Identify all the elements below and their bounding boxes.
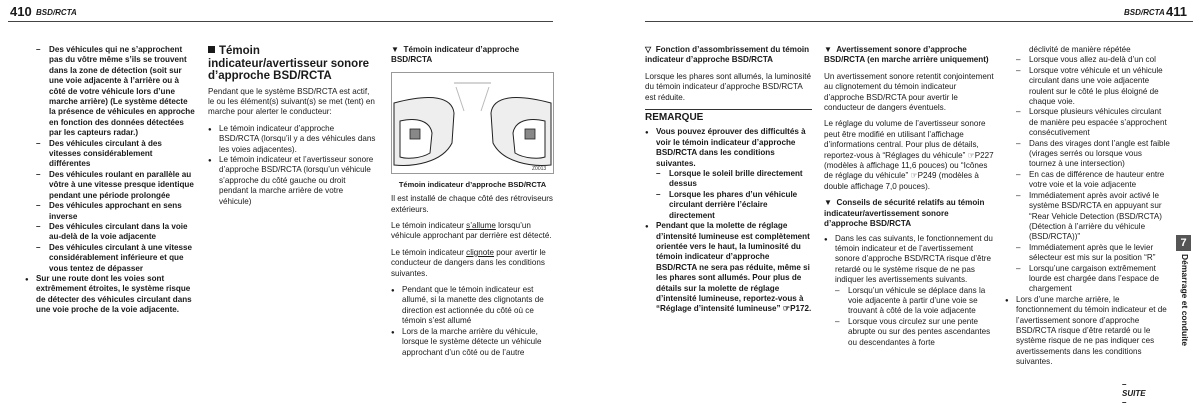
figure-caption: Témoin indicateur d’approche BSD/RCTA <box>398 179 547 189</box>
page-number-right: 411 <box>1166 4 1187 19</box>
more-delay-conditions-list <box>1005 55 1170 294</box>
list-item: – Immédiatement après avoir activé le système BSD/RCTA en appuyant sur “Rear Vehicle Detection (BSD/RCTA) (Détection à l’arrière du véhicule (BSD/RCTA))” <box>1016 191 1170 243</box>
paragraph: Le témoin indicateur s’allume lorsqu’un véhicule approchant par derrière est détecté. <box>391 221 552 241</box>
delay-conditions-bullets <box>824 234 994 348</box>
left-col-3 <box>391 45 554 358</box>
list-item: – Lorsque vous allez au-delà d’un col <box>1016 55 1170 65</box>
subsection-heading: ▼ Avertissement sonore d’approche BSD/RCTA (en marche arrière uniquement) <box>824 45 989 65</box>
header-rule-right <box>645 21 1193 22</box>
subsection-heading: ▼ Témoin indicateur d’approche BSD/RCTA <box>391 45 520 65</box>
list-item: ● Lors de la marche arrière du véhicule, lorsque le système détecte un véhicule approchant d’un côté ou de l’autre <box>391 327 554 358</box>
continued-text: déclivité de manière répétée <box>1029 45 1131 54</box>
blink-conditions-list <box>391 285 554 358</box>
list-item: – Dans des virages dont l’angle est faible (virages serrés ou lorsque vous tournez à une intersection) <box>1016 139 1170 170</box>
figure-code: Z0013 <box>532 165 547 172</box>
list-item: – Lorsque votre véhicule et un véhicule circulant dans une voie adjacente roulent sur le côté le plus éloigné de chaque voie. <box>1016 66 1170 108</box>
right-col-1 <box>645 45 812 315</box>
page-header-right: BSD/RCTA <box>1124 8 1165 17</box>
list-item: – Des véhicules qui ne s’approchent pas du vôtre même s’ils se trouvent dans la zone de détection (soit sur une voie adjacente à l’arrière ou à côté de votre véhicule lors d’une marche arrière) (Le système détecte la présence de véhicules en approche en fonction des données détectées par les capteurs radar.) <box>36 45 196 139</box>
list-item: – Des véhicules approchant en sens inverse <box>36 201 196 222</box>
chapter-tab: 7 <box>1176 235 1191 251</box>
left-col-1 <box>36 45 196 316</box>
list-item: ● Vous pouvez éprouver des difficultés à voir le témoin indicateur d’approche BSD/RCTA dans les conditions suivantes. – Lorsque le soleil brille directement dessus – Lorsque les phares d’un véhicule circulant derrière l’éclaire directement <box>645 127 812 221</box>
paragraph: Un avertissement sonore retentit conjointement au clignotement du témoin indicateur d’approche BSD/RCTA pour avertir le conducteur de dangers éventuels. <box>824 71 994 113</box>
list-item: – Lorsque le soleil brille directement dessus <box>656 169 812 190</box>
list-item: ● Lors d’une marche arrière, le fonctionnement du témoin indicateur et de l’avertissement sonore d’approche BSD/RCTA risque d’être retardé ou le système risque de ne pas indiquer ces avertissements dans les conditions suivantes. <box>1005 295 1170 368</box>
subsection-heading: ▼ Conseils de sécurité relatifs au témoin indicateur/avertissement sonore d’approche BSD/RCTA <box>824 198 985 229</box>
mirror-indicator-figure <box>391 72 554 174</box>
paragraph: Le réglage du volume de l’avertisseur sonore peut être modifié en utilisant l’affichage d’informations central. Pour plus de détails, reportez-vous à “Réglages du véhicule” ☞P227 (modèles à affichage 11,6 pouces) ou “Icônes de réglage du véhicule” ☞P249 (modèles à double affichage 7,0 pouces). <box>824 119 994 191</box>
page-header-left: BSD/RCTA <box>36 8 77 17</box>
alert-bullets <box>208 124 376 207</box>
paragraph: Lorsque les phares sont allumés, la luminosité du témoin indicateur d’approche BSD/RCTA est réduite. <box>645 71 812 102</box>
list-item: – Des véhicules circulant dans la voie au-delà de la voie adjacente <box>36 222 196 243</box>
undetected-conditions-list <box>36 45 196 274</box>
delay-conditions-list <box>835 286 994 348</box>
remark-bullets <box>645 127 812 314</box>
list-item: – Lorsque vous circulez sur une pente abrupte ou sur des pentes ascendantes ou descendantes à forte <box>835 317 994 348</box>
list-item: ● Le témoin indicateur et l’avertisseur sonore d’approche BSD/RCTA (lorsqu’un véhicule s’approche du côté gauche ou droit pendant la marche arrière de votre véhicule) <box>208 155 376 207</box>
chapter-label: Démarrage et conduite <box>1180 254 1190 347</box>
mirror-illustration <box>392 73 553 173</box>
list-item: – Des véhicules roulant en parallèle au vôtre à une vitesse presque identique pendant une période prolongée <box>36 170 196 201</box>
left-col-2 <box>208 45 376 207</box>
list-item: – Des véhicules circulant à des vitesses considérablement différentes <box>36 139 196 170</box>
intro-paragraph: Pendant que le système BSD/RCTA est actif, le ou les élément(s) suivant(s) se met (tent) en marche pour alerter le conducteur: <box>208 86 375 117</box>
section-title: Témoin indicateur/avertisseur sonore d’approche BSD/RCTA <box>208 45 370 82</box>
visibility-conditions-list <box>656 169 812 221</box>
square-bullet-icon <box>208 46 215 53</box>
remark-heading: REMARQUE <box>645 109 812 123</box>
list-item: ● Pendant que le témoin indicateur est allumé, si la manette des clignotants de direction est actionnée du côté où ce témoin s’est allumé <box>391 285 554 327</box>
subsection-heading: ▽ Fonction d’assombrissement du témoin indicateur d’approche BSD/RCTA <box>645 45 810 65</box>
right-col-2 <box>824 45 994 348</box>
narrow-road-bullet-list <box>25 274 196 316</box>
paragraph: Le témoin indicateur clignote pour avertir le conducteur de dangers dans les conditions suivantes. <box>391 247 546 278</box>
list-item: – Lorsque plusieurs véhicules circulant de manière peu espacée s’approchent consécutivement <box>1016 107 1170 138</box>
list-item: – Immédiatement après que le levier sélecteur est mis sur la position “R” <box>1016 243 1170 264</box>
list-item: ● Pendant que la molette de réglage d’intensité lumineuse est complètement orientée vers le haut, la luminosité du témoin indicateur d’approche BSD/RCTA ne sera pas réduite, même si les phares sont allumés. Pour plus de détails sur la molette de réglage d’intensité lumineuse, reportez-vous à “Réglage d’intensité lumineuse” ☞P172. <box>645 221 812 315</box>
paragraph: Il est installé de chaque côté des rétroviseurs extérieurs. <box>391 194 553 214</box>
list-item: – En cas de différence de hauteur entre votre voie et la voie adjacente <box>1016 170 1170 191</box>
page-number-left: 410 <box>10 4 32 19</box>
header-rule-left <box>8 21 553 22</box>
list-item: – Lorsqu’une cargaison extrêmement lourde est chargée dans l’espace de chargement <box>1016 264 1170 295</box>
list-item: – Des véhicules circulant à une vitesse considérablement inférieure et que vous tentez de dépasser <box>36 243 196 274</box>
list-item: ● Sur une route dont les voies sont extrêmement étroites, le système risque de détecter des véhicules circulant dans une voie proche de la voie adjacente. <box>25 274 196 316</box>
list-item: – Lorsque les phares d’un véhicule circulant derrière l’éclaire directement <box>656 190 812 221</box>
continued-marker: – SUITE – <box>1122 380 1146 407</box>
right-col-3 <box>1005 45 1170 368</box>
list-item: – Lorsqu’un véhicule se déplace dans la voie adjacente à partir d’une voie se trouvant à côté de la voie adjacente <box>835 286 994 317</box>
list-item: ● Le témoin indicateur d’approche BSD/RCTA (lorsqu’il y a des véhicules dans les voies adjacentes). <box>208 124 376 155</box>
reverse-bullets <box>1005 295 1170 368</box>
list-item: ● Dans les cas suivants, le fonctionnement du témoin indicateur et de l’avertissement sonore d’approche BSD/RCTA risque d’être retardé ou le système risque de ne pas indiquer les avertissements suivants. – Lorsqu’un véhicule se déplace dans la voie adjacente à partir d’une voie se trouvant à côté de la voie adjacente – Lorsque vous circulez sur une pente abrupte ou sur des pentes ascendantes ou descendantes à forte <box>824 234 994 348</box>
